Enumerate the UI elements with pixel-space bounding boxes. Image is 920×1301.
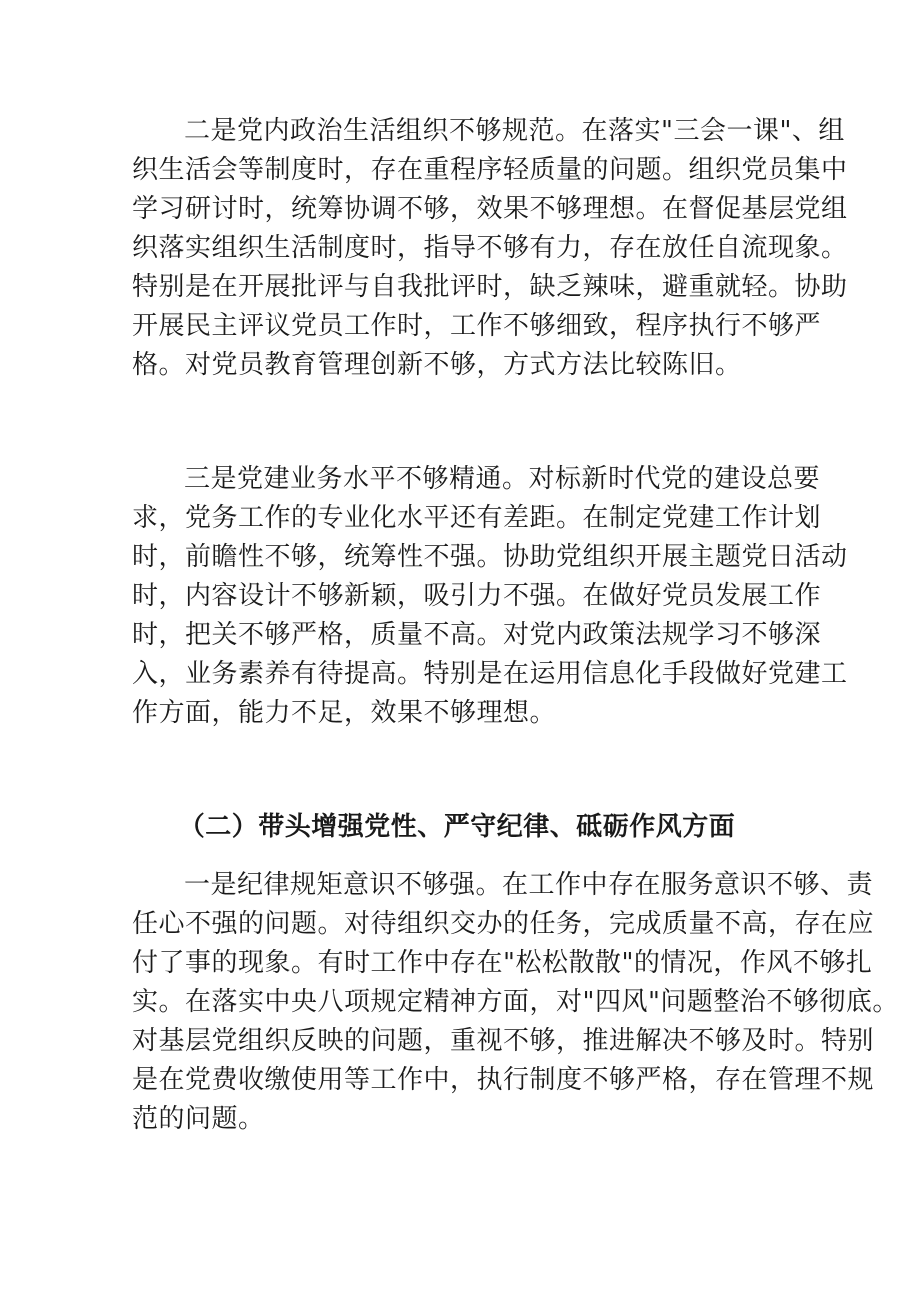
paragraph-party-life xyxy=(132,112,848,385)
paragraph-line: 实。在落实中央八项规定精神方面，对"四风"问题整治不够彻底。 xyxy=(132,987,899,1017)
paragraph-line: 时，前瞻性不够，统筹性不强。协助党组织开展主题党日活动 xyxy=(132,542,848,572)
paragraph-line: 是在党费收缴使用等工作中，执行制度不够严格，存在管理不规 xyxy=(132,1065,875,1095)
paragraph-line: 二是党内政治生活组织不够规范。在落实"三会一课"、组 xyxy=(184,116,845,146)
section-heading-text: （二）带头增强党性、严守纪律、砥砺作风方面 xyxy=(178,812,736,842)
paragraph-line: 织生活会等制度时，存在重程序轻质量的问题。组织党员集中 xyxy=(132,155,848,185)
paragraph-line: 范的问题。 xyxy=(132,1104,265,1134)
paragraph-line: 格。对党员教育管理创新不够，方式方法比较陈旧。 xyxy=(132,350,742,380)
paragraph-line: 特别是在开展批评与自我批评时，缺乏辣味，避重就轻。协助 xyxy=(132,272,848,302)
paragraph-line: 作方面，能力不足，效果不够理想。 xyxy=(132,698,557,728)
section-heading xyxy=(132,808,782,847)
paragraph-discipline xyxy=(132,866,899,1139)
paragraph-line: 时，内容设计不够新颖，吸引力不强。在做好党员发展工作 xyxy=(132,581,822,611)
paragraph-line: 三是党建业务水平不够精通。对标新时代党的建设总要 xyxy=(184,464,821,494)
paragraph-party-building xyxy=(132,460,848,733)
paragraph-line: 入，业务素养有待提高。特别是在运用信息化手段做好党建工 xyxy=(132,659,848,689)
paragraph-line: 织落实组织生活制度时，指导不够有力，存在放任自流现象。 xyxy=(132,233,848,263)
paragraph-line: 对基层党组织反映的问题，重视不够，推进解决不够及时。特别 xyxy=(132,1026,875,1056)
paragraph-line: 求，党务工作的专业化水平还有差距。在制定党建工作计划 xyxy=(132,503,822,533)
paragraph-line: 付了事的现象。有时工作中存在"松松散散"的情况，作风不够扎 xyxy=(132,948,873,978)
paragraph-line: 任心不强的问题。对待组织交办的任务，完成质量不高，存在应 xyxy=(132,909,875,939)
paragraph-line: 开展民主评议党员工作时，工作不够细致，程序执行不够严 xyxy=(132,311,822,341)
paragraph-line: 时，把关不够严格，质量不高。对党内政策法规学习不够深 xyxy=(132,620,822,650)
paragraph-line: 一是纪律规矩意识不够强。在工作中存在服务意识不够、责 xyxy=(184,870,874,900)
paragraph-line: 学习研讨时，统筹协调不够，效果不够理想。在督促基层党组 xyxy=(132,194,848,224)
